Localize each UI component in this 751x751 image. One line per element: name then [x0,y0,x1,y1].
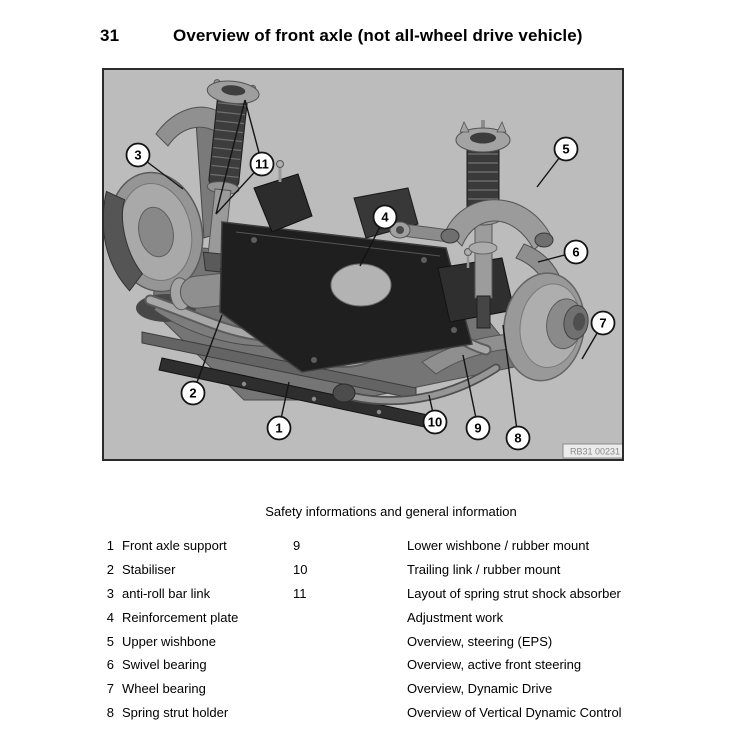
figure-frame [102,68,624,461]
legend-right-label: Overview, steering (EPS) [407,633,553,649]
wheel-bearing-hub [497,268,594,387]
legend-right-label: Overview, active front steering [407,657,582,673]
legend-left-label: Wheel bearing [122,681,206,697]
legend-mid-number: 10 [293,561,308,577]
svg-text:RB31 00231: RB31 00231 [569,446,621,457]
legend-left-label: Front axle support [122,538,227,553]
legend-mid-number: 9 [293,538,301,553]
legend-left-number: 5 [106,633,114,649]
callout-number-11: 11 [255,156,269,172]
legend-left-number: 8 [106,705,114,721]
legend-left-label: Swivel bearing [122,657,207,673]
callout-number-4: 4 [381,209,389,225]
image-ref-label [563,444,622,458]
figure-caption: Safety informations and general information [265,504,517,519]
callout-number-3: 3 [134,147,142,163]
legend-table [96,534,741,725]
callout-number-1: 1 [275,420,283,436]
callout-number-2: 2 [189,385,197,401]
legend-row-7 [96,677,741,701]
legend-right-label: Layout of spring strut shock absorber [407,585,621,601]
legend-left-label: Spring strut holder [122,705,229,721]
legend-left-number: 3 [106,585,114,601]
callout-number-10: 10 [427,414,443,430]
legend-left-label: Reinforcement plate [122,609,239,625]
legend-row-1 [96,534,741,558]
legend-left-number: 7 [106,681,114,697]
legend-right-label: Adjustment work [407,609,504,625]
callout-number-7: 7 [599,315,607,331]
legend-left-number: 2 [106,561,114,577]
callout-number-6: 6 [572,244,580,260]
legend-row-3 [96,582,741,606]
legend-row-4 [96,606,741,630]
legend-mid-number: 11 [293,585,307,601]
legend-left-label: anti-roll bar link [122,585,211,601]
legend-right-label: Overview of Vertical Dynamic Control [407,705,622,721]
legend-left-label: Upper wishbone [122,633,216,649]
callout-number-8: 8 [514,430,522,446]
front-axle-diagram [104,70,622,459]
legend-row-2 [96,558,741,582]
callout-number-9: 9 [474,420,482,436]
callout-number-5: 5 [562,141,570,157]
legend-left-number: 1 [106,538,114,553]
right-upper-wishbone [390,200,553,250]
page-title: Overview of front axle (not all-wheel drive vehicle) [173,26,583,45]
legend-right-label: Trailing link / rubber mount [407,561,561,577]
legend-row-8 [96,701,741,725]
legend-left-label: Stabiliser [122,561,176,577]
section-number: 31 [100,26,120,45]
legend-row-5 [96,630,741,654]
legend-left-number: 6 [106,657,114,673]
legend-right-label: Lower wishbone / rubber mount [407,538,590,553]
legend-left-number: 4 [106,609,114,625]
legend-row-6 [96,653,741,677]
legend-right-label: Overview, Dynamic Drive [407,681,553,697]
